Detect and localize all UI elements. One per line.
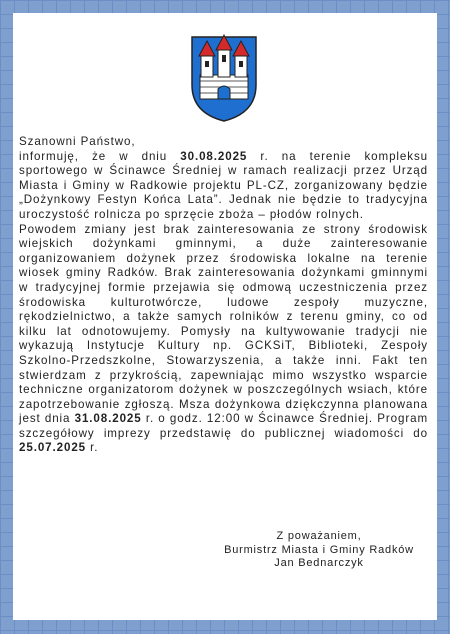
paragraph-2 [19, 223, 428, 457]
paragraph-2-text-b: r. o godz. 12:00 w Ścinawce Średniej. Program szczegółowy imprezy przedstawię do publicznej wiadomości do [19, 412, 429, 440]
signature-block [208, 530, 430, 571]
paragraph-1 [19, 150, 428, 223]
letter-body [19, 135, 428, 456]
mass-date: 31.08.2025 [74, 412, 142, 426]
paragraph-1-text-b: r. na terenie kompleksu sportowego w Ścinawce Średniej w ramach realizacji przez Urząd Miasta i Gminy w Radkowie projektu PL-CZ, zorganizowany będzie „Dożynkowy Festyn Końca Lata”. Jednak nie będzie to tradycyjna uroczystość rolnicza po sprzęcie zboża – płodów rolnych. [19, 149, 428, 221]
coat-of-arms-icon [188, 33, 260, 123]
paragraph-1-text-a: informuję, że w dniu [19, 149, 181, 163]
program-date: 25.07.2025 [19, 441, 87, 455]
paragraph-2-text-a: Powodem zmiany jest brak zainteresowania ze strony środowisk wiejskich dożynkami gminnymi, a duże zainteresowanie organizowaniem dożynek przez środowiska lokalne na terenie wiosek gminy Radków. Brak zainteresowania dożynkami gminnymi w tradycyjnej formie przejawia się odmową uczestniczenia przez środowiska kulturotwórcze, ludowe zespoły muzyczne, rękodzielnictwo, a także samych rolników z terenu gminy, co od kilku lat odnotowujemy. Pomysły na kultywowanie tradycji nie wykazują Instytucje Kultury np. GCKSiT, Biblioteki, Zespoły Szkolno-Przedszkolne, Stowarzyszenia, a także inni. Fakt ten stwierdzam z przykrością, zapewniając mimo wszystko wsparcie techniczne organizatorom dożynek w poszczególnych wsiach, które zapotrzebowanie zgłoszą. Msza dożynkowa dziękczynna planowana jest dnia [19, 222, 428, 426]
event-date: 30.08.2025 [180, 149, 248, 163]
greeting: Szanowni Państwo, [19, 135, 136, 148]
closing-line: Z poważaniem, [276, 530, 362, 542]
paragraph-2-text-c: r. [86, 441, 99, 455]
signer-title: Burmistrz Miasta i Gminy Radków [224, 543, 414, 556]
signer-name: Jan Bednarczyk [274, 557, 364, 570]
